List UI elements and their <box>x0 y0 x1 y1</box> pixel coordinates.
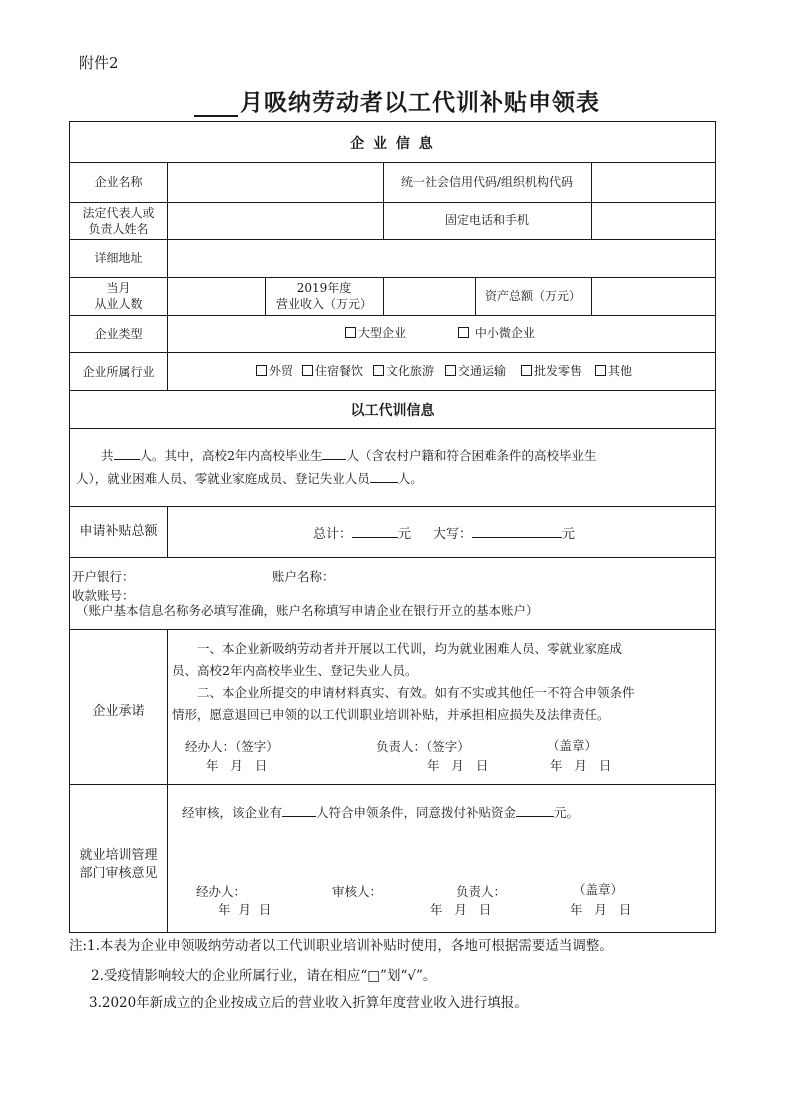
review-date-seal: 年 月 日 <box>570 902 632 917</box>
option-sme[interactable]: 中小微企业 <box>458 325 535 341</box>
checkbox-icon[interactable] <box>373 365 384 376</box>
section-title-training: 以工代训信息 <box>350 403 435 419</box>
commitment-responsible: 负责人：（签字） <box>376 739 470 754</box>
checkbox-icon[interactable] <box>595 365 606 376</box>
label-enterprise-name: 企业名称 <box>94 175 143 189</box>
label-bank: 开户银行： <box>72 569 135 584</box>
field-phone[interactable] <box>592 203 714 238</box>
label-revenue-line1: 2019年度 <box>296 281 352 295</box>
bank-note: （账户基本信息名称务必填写准确，账户名称填写申请企业在银行开立的基本账户） <box>76 603 539 618</box>
label-commitment: 企业承诺 <box>92 704 145 719</box>
note-1: 注:1.本表为企业申领吸纳劳动者以工代训职业培训补贴时使用，各地可根据需要适当调整。 <box>69 938 613 954</box>
graduate-count-blank[interactable] <box>322 446 346 460</box>
review-date-responsible: 年 月 日 <box>430 902 492 917</box>
label-employees-line1: 当月 <box>106 281 131 295</box>
row-divider <box>70 390 715 391</box>
field-enterprise-name[interactable] <box>168 163 382 201</box>
label-account-no: 收款账号： <box>72 588 135 603</box>
field-employees[interactable] <box>168 278 264 314</box>
checkbox-icon[interactable] <box>256 365 267 376</box>
field-address[interactable] <box>168 240 714 276</box>
option-large-enterprise[interactable]: 大型企业 <box>345 325 406 341</box>
label-revenue-line2: 营业收入（万元） <box>275 297 372 311</box>
subsidy-amount: 总计： 元 大写： 元 <box>313 524 575 543</box>
label-review-line2: 部门审核意见 <box>79 866 158 881</box>
commitment-date-responsible: 年 月 日 <box>427 758 489 773</box>
col-divider <box>167 629 168 932</box>
review-reviewer: 审核人： <box>332 884 383 899</box>
option-other[interactable]: 其他 <box>595 363 632 379</box>
approved-amount-blank[interactable] <box>516 803 554 817</box>
label-address: 详细地址 <box>94 251 143 265</box>
label-employees-line2: 从业人数 <box>94 297 143 311</box>
total-count-blank[interactable] <box>114 446 140 460</box>
label-account-name: 账户名称： <box>272 569 335 584</box>
training-text: 共 人。其中，高校2年内高校毕业生 人（含农村户籍和符合困难条件的高校毕业生 人），就业困难人员、零就业家庭成员、登记失业人员 人。 <box>76 448 597 486</box>
field-assets[interactable] <box>592 278 714 314</box>
option-foreign-trade[interactable]: 外贸 <box>256 363 293 379</box>
form-table <box>69 121 716 933</box>
approved-count-blank[interactable] <box>282 803 316 817</box>
commitment-text: 一、本企业新吸纳劳动者并开展以工代训，均为就业困难人员、零就业家庭成 员、高校2年内高校毕业生、登记失业人员。 二、本企业所提交的申请材料真实、有效。如有不实或其他任一不符合申领条件 情形，愿意退回已申领的以工代训职业培训补贴，并承担相应损失及法律责任。 <box>172 641 635 722</box>
field-legal-rep[interactable] <box>168 203 382 238</box>
label-industry: 企业所属行业 <box>82 365 155 379</box>
checkbox-icon[interactable] <box>345 327 356 338</box>
label-phone: 固定电话和手机 <box>444 213 529 227</box>
label-assets: 资产总额（万元） <box>484 289 581 303</box>
page-title: 月吸纳劳动者以工代训补贴申领表 <box>0 84 794 117</box>
option-culture-tourism[interactable]: 文化旅游 <box>373 363 434 379</box>
commitment-seal: （盖章） <box>547 738 598 753</box>
commitment-date-seal: 年 月 日 <box>550 758 612 773</box>
label-legal-rep-line1: 法定代表人或 <box>82 206 155 220</box>
subsidy-total-blank[interactable] <box>352 524 398 538</box>
attachment-label: 附件2 <box>79 54 119 72</box>
checkbox-icon[interactable] <box>458 327 469 338</box>
row-divider <box>70 557 715 558</box>
field-credit-code[interactable] <box>592 163 714 201</box>
label-legal-rep-line2: 负责人姓名 <box>88 222 149 236</box>
review-date-handler: 年 月 日 <box>218 902 272 917</box>
col-divider <box>167 506 168 557</box>
option-hospitality[interactable]: 住宿餐饮 <box>302 363 363 379</box>
commitment-date-handler: 年 月 日 <box>206 758 268 773</box>
label-enterprise-type: 企业类型 <box>94 327 143 341</box>
field-revenue[interactable] <box>384 278 474 314</box>
option-transport[interactable]: 交通运输 <box>445 363 506 379</box>
review-responsible: 负责人： <box>456 884 507 899</box>
note-2: 2.受疫情影响较大的企业所属行业，请在相应“□”划“√”。 <box>91 968 437 984</box>
review-seal: （盖章） <box>573 882 624 897</box>
checkbox-icon[interactable] <box>521 365 532 376</box>
unemployed-count-blank[interactable] <box>370 469 398 483</box>
option-wholesale-retail[interactable]: 批发零售 <box>521 363 582 379</box>
note-3: 3.2020年新成立的企业按成立后的营业收入折算年度营业收入进行填报。 <box>89 995 528 1011</box>
row-divider <box>70 428 715 429</box>
label-subsidy-total: 申请补贴总额 <box>79 524 158 539</box>
label-review-line1: 就业培训管理 <box>79 848 158 863</box>
checkbox-icon[interactable] <box>302 365 313 376</box>
section-title-enterprise: 企 业 信 息 <box>350 136 435 152</box>
month-blank[interactable] <box>194 95 238 117</box>
subsidy-capital-blank[interactable] <box>472 524 562 538</box>
review-text: 经审核，该企业有 人符合申领条件，同意拨付补贴资金 元。 <box>182 805 580 820</box>
label-credit-code: 统一社会信用代码/组织机构代码 <box>400 175 574 189</box>
commitment-handler: 经办人：（签字） <box>185 739 279 754</box>
checkbox-icon[interactable] <box>445 365 456 376</box>
review-handler: 经办人： <box>196 884 247 899</box>
